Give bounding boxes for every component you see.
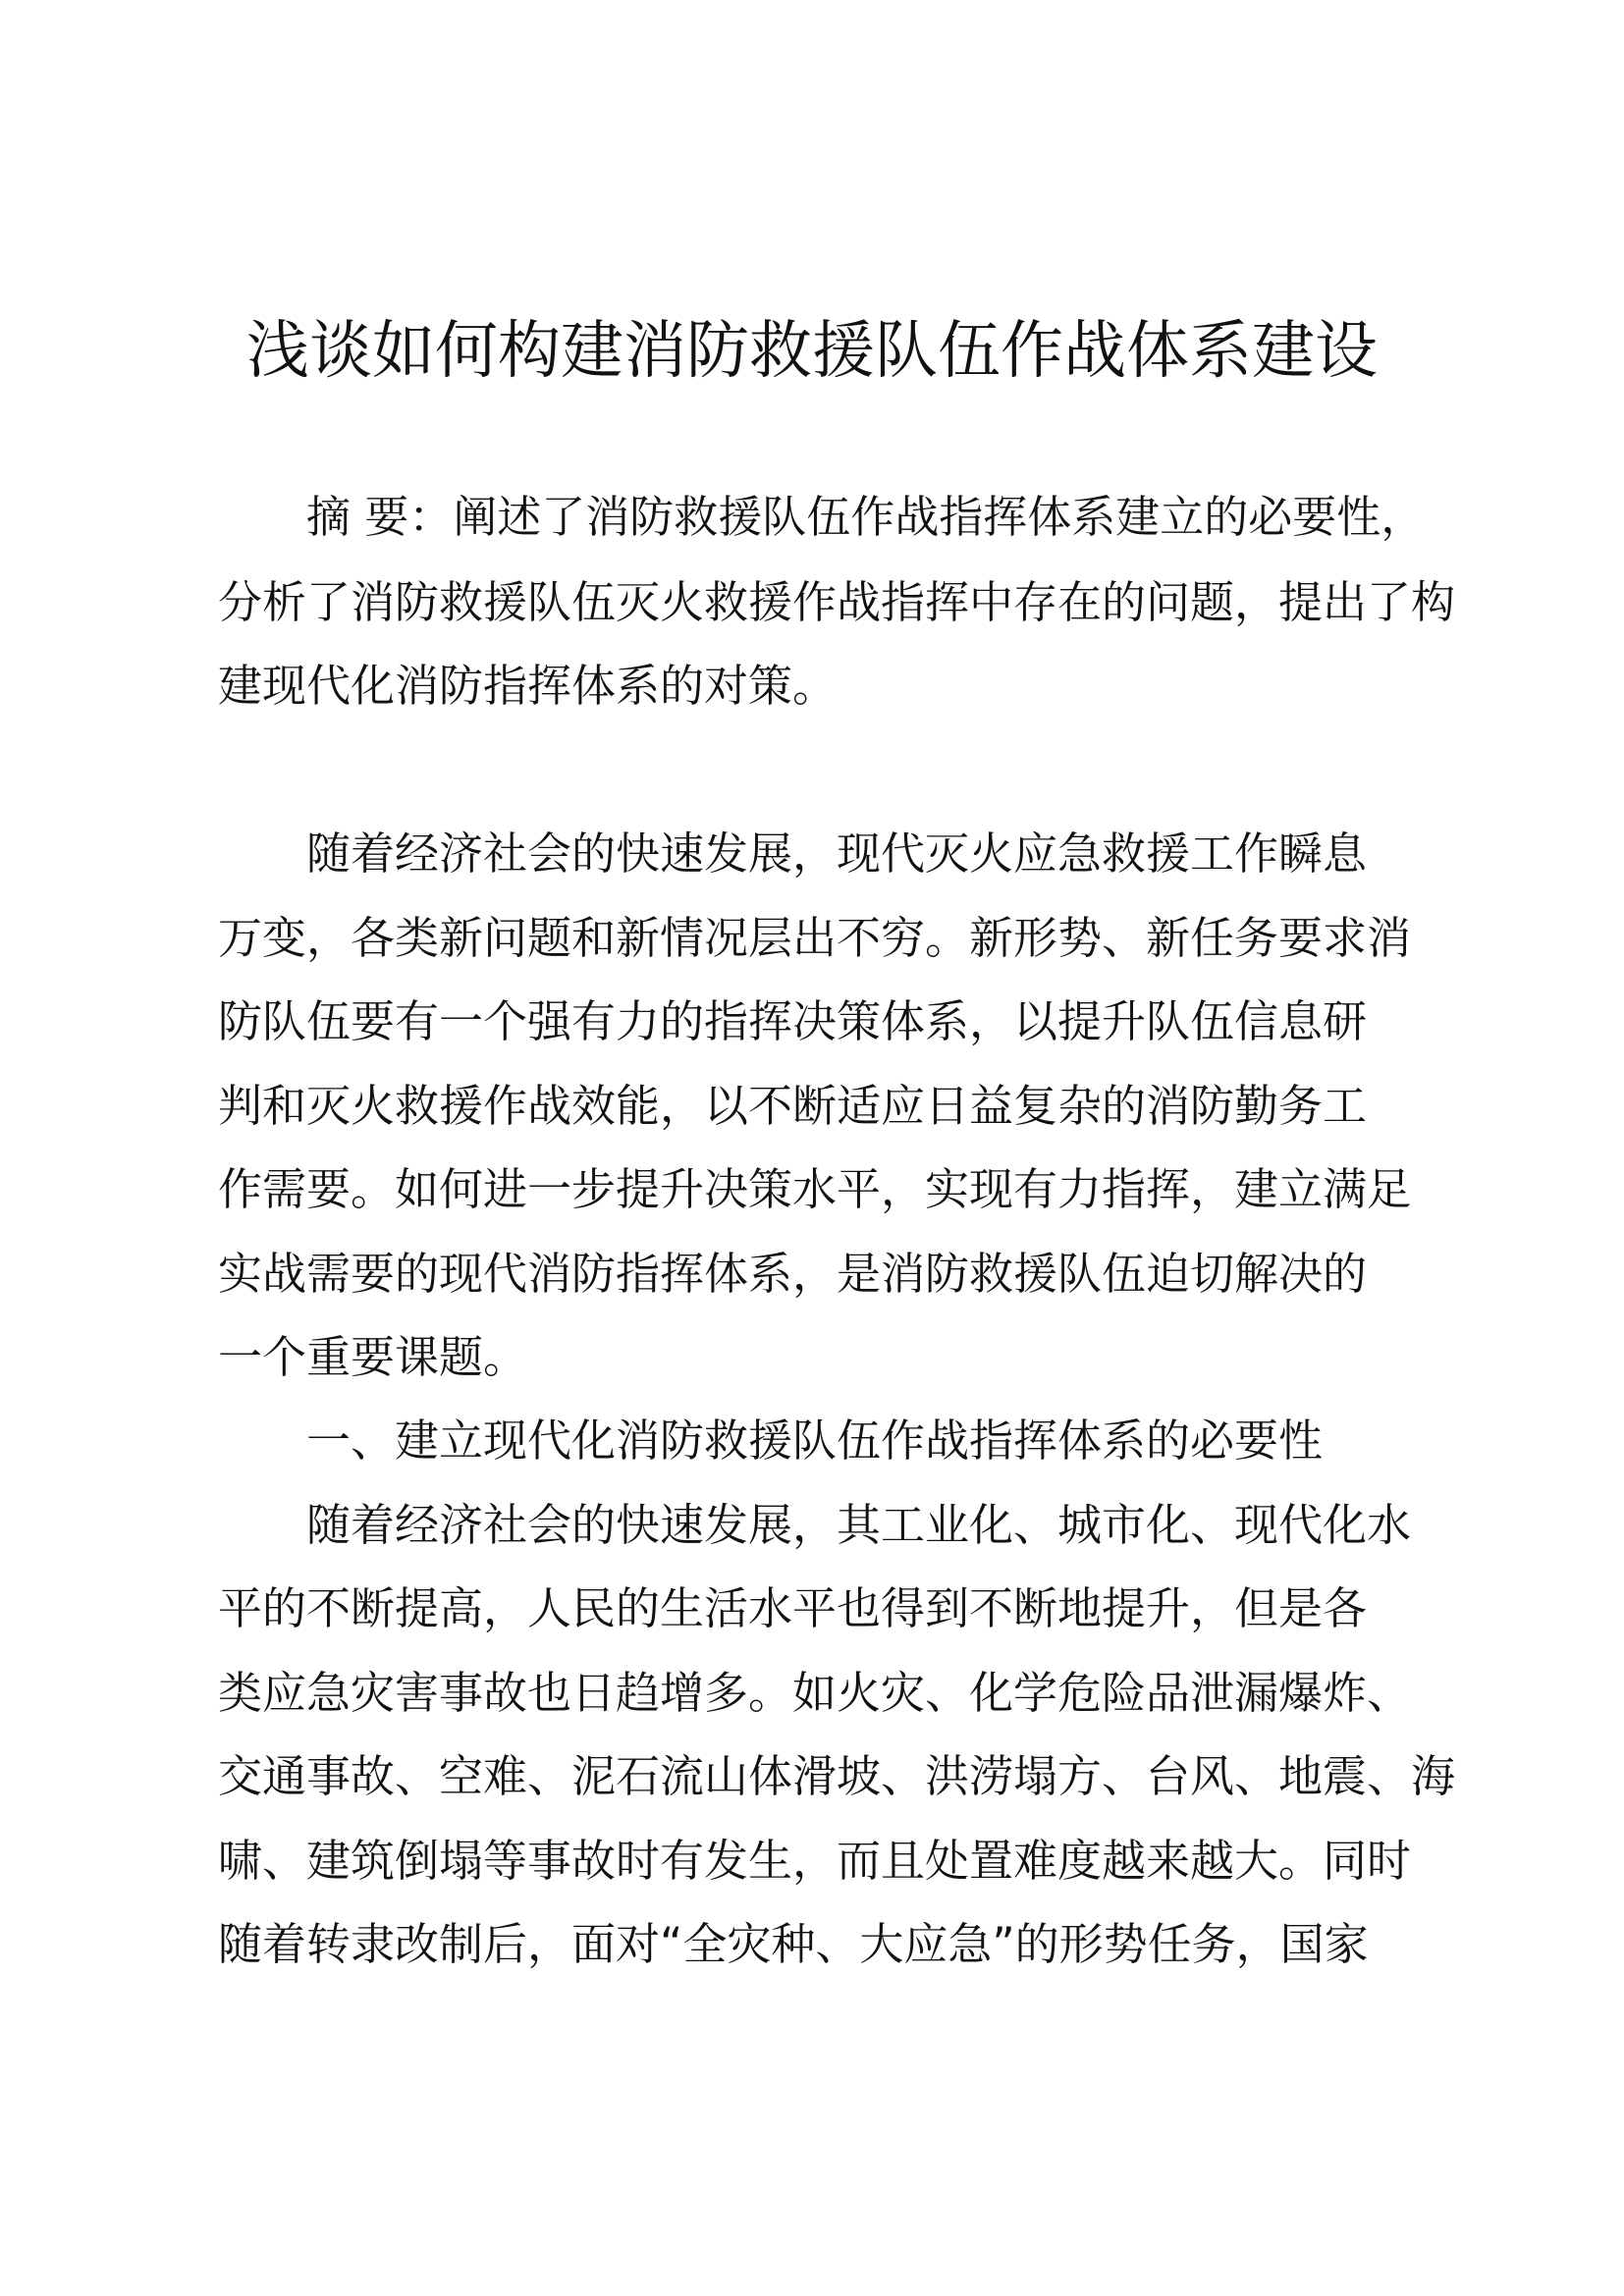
paragraph-line: 交通事故、空难、泥石流山体滑坡、洪涝塌方、台风、地震、海: [218, 1750, 1456, 1802]
section-heading: 一、建立现代化消防救援队伍作战指挥体系的必要性: [306, 1415, 1324, 1467]
paragraph-line: 防队伍要有一个强有力的指挥决策体系，以提升队伍信息研: [218, 995, 1368, 1047]
document-title: 浅谈如何构建消防救援队伍作战体系建设: [246, 315, 1378, 388]
abstract-line: 摘 要：阐述了消防救援队伍作战指挥体系建立的必要性，: [306, 491, 1426, 543]
paragraph-line: 随着经济社会的快速发展，现代灭火应急救援工作瞬息: [306, 828, 1368, 880]
paragraph-line: 万变，各类新问题和新情况层出不穷。新形势、新任务要求消: [218, 912, 1412, 964]
paragraph-line: 随着转隶改制后，面对“全灾种、大应急”的形势任务，国家: [218, 1918, 1369, 1970]
paragraph-line: 平的不断提高，人民的生活水平也得到不断地提升，但是各: [218, 1582, 1368, 1634]
paragraph-line: 类应急灾害事故也日趋增多。如火灾、化学危险品泄漏爆炸、: [218, 1667, 1412, 1719]
paragraph-line: 作需要。如何进一步提升决策水平，实现有力指挥，建立满足: [218, 1163, 1412, 1215]
paragraph-line: 啸、建筑倒塌等事故时有发生，而且处置难度越来越大。同时: [218, 1835, 1412, 1887]
paragraph-line: 实战需要的现代消防指挥体系，是消防救援队伍迫切解决的: [218, 1248, 1368, 1300]
paragraph-line: 一个重要课题。: [218, 1331, 528, 1383]
paragraph-line: 判和灭火救援作战效能，以不断适应日益复杂的消防勤务工: [218, 1080, 1368, 1132]
paragraph-line: 随着经济社会的快速发展，其工业化、城市化、现代化水: [306, 1499, 1412, 1551]
abstract-line: 建现代化消防指挥体系的对策。: [218, 660, 838, 712]
abstract-line: 分析了消防救援队伍灭火救援作战指挥中存在的问题，提出了构: [218, 576, 1456, 628]
